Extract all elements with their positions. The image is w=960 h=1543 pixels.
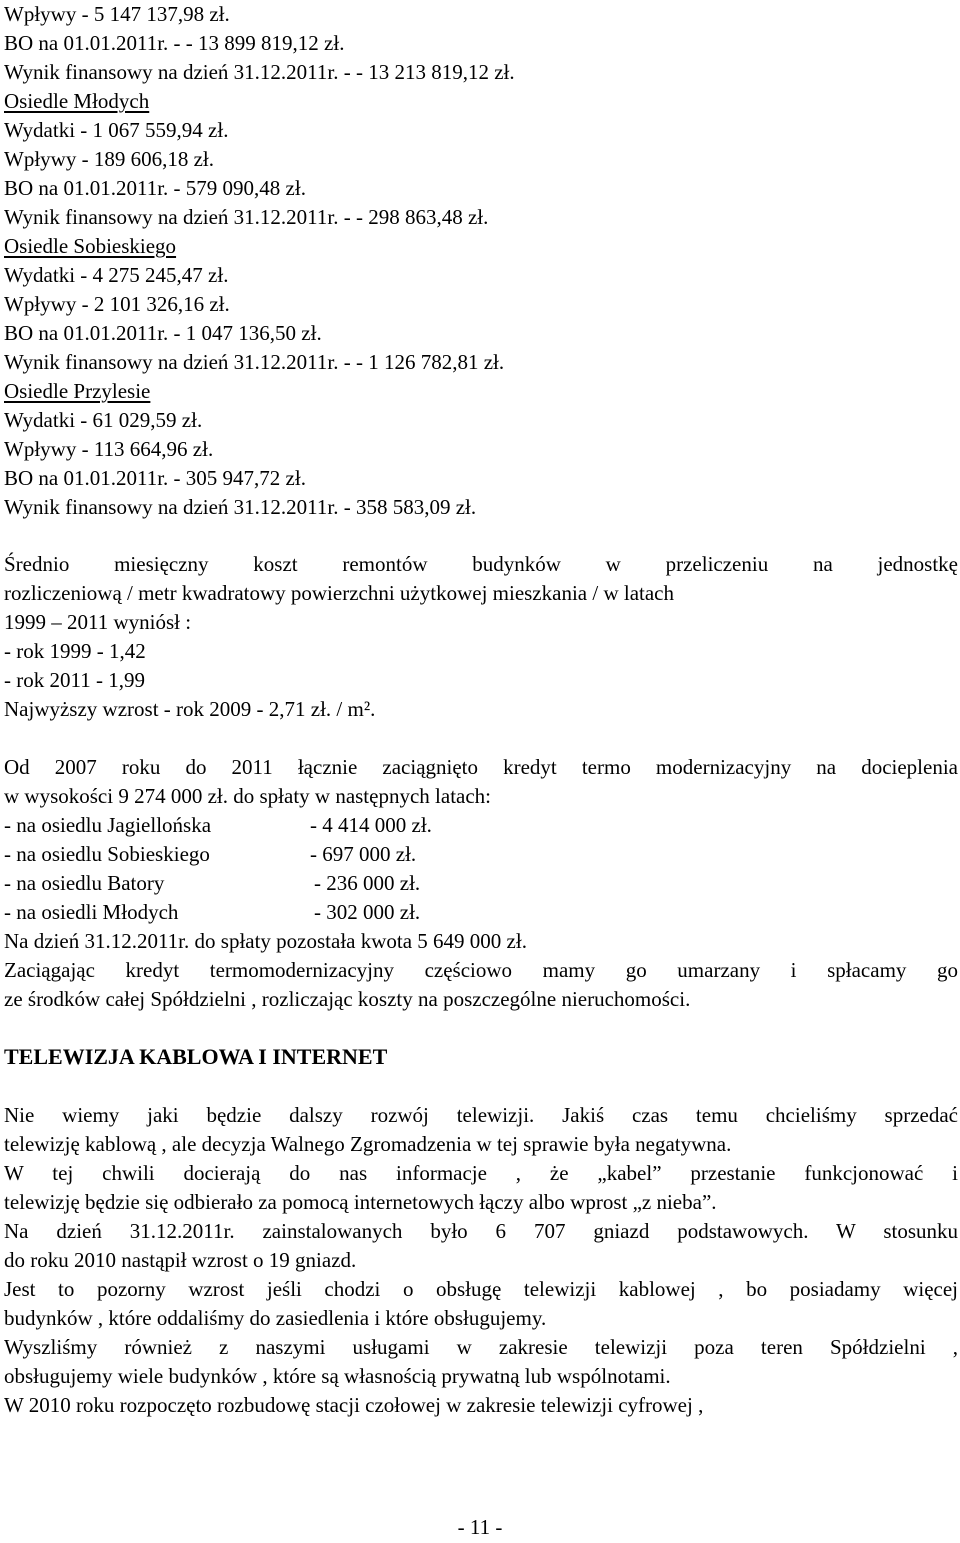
- telewizja-line: budynków , które oddaliśmy do zasiedlenia i które obsługujemy.: [4, 1306, 547, 1330]
- koszt-rok-1999: - rok 1999 - 1,42: [4, 639, 146, 663]
- kredyt-item-amount: - 4 414 000 zł.: [310, 813, 432, 837]
- telewizja-line: Wyszliśmy również z naszymi usługami w zakresie telewizji poza teren Spółdzielni ,: [4, 1335, 958, 1359]
- kredyt-item-amount: - 697 000 zł.: [310, 842, 417, 866]
- kredyt-item-amount: - 236 000 zł.: [314, 871, 421, 895]
- mlodych-wynik: Wynik finansowy na dzień 31.12.2011r. - - 298 863,48 zł.: [4, 205, 489, 229]
- koszt-najwyzszy-wzrost: Najwyższy wzrost - rok 2009 - 2,71 zł. / m².: [4, 697, 376, 721]
- przylesie-wynik: Wynik finansowy na dzień 31.12.2011r. - 358 583,09 zł.: [4, 495, 477, 519]
- mlodych-wydatki: Wydatki - 1 067 559,94 zł.: [4, 118, 229, 142]
- telewizja-line: Na dzień 31.12.2011r. zainstalowanych było 6 707 gniazd podstawowych. W stosunku: [4, 1219, 958, 1243]
- osiedle-sobieskiego-heading: Osiedle Sobieskiego: [4, 234, 177, 258]
- koszt-paragraph-line-3: 1999 – 2011 wyniósł :: [4, 610, 192, 634]
- kredyt-item: [4, 840, 960, 869]
- koszt-paragraph-line-2: rozliczeniową / metr kwadratowy powierzchni użytkowej mieszkania / w latach: [4, 581, 674, 605]
- kredyt-item: [4, 811, 960, 840]
- przylesie-wydatki: Wydatki - 61 029,59 zł.: [4, 408, 203, 432]
- telewizja-line: obsługujemy wiele budynków , które są własnością prywatną lub wspólnotami.: [4, 1364, 671, 1388]
- kredyt-umarzanie-line-1: Zaciągając kredyt termomodernizacyjny częściowo mamy go umarzany i spłacamy go: [4, 958, 958, 982]
- osiedle-przylesie-heading: Osiedle Przylesie: [4, 379, 151, 403]
- kredyt-item-label: - na osiedlu Sobieskiego: [4, 842, 210, 866]
- telewizja-line: do roku 2010 nastąpił wzrost o 19 gniazd.: [4, 1248, 357, 1272]
- sobieskiego-wplywy: Wpływy - 2 101 326,16 zł.: [4, 292, 230, 316]
- sobieskiego-wydatki: Wydatki - 4 275 245,47 zł.: [4, 263, 229, 287]
- przylesie-bo: BO na 01.01.2011r. - 305 947,72 zł.: [4, 466, 306, 490]
- telewizja-heading: TELEWIZJA KABLOWA I INTERNET: [4, 1044, 388, 1069]
- sobieskiego-wynik: Wynik finansowy na dzień 31.12.2011r. - - 1 126 782,81 zł.: [4, 350, 505, 374]
- kredyt-paragraph-line-2: w wysokości 9 274 000 zł. do spłaty w następnych latach:: [4, 784, 491, 808]
- wynik-total-line: Wynik finansowy na dzień 31.12.2011r. - - 13 213 819,12 zł.: [4, 60, 515, 84]
- mlodych-wplywy: Wpływy - 189 606,18 zł.: [4, 147, 214, 171]
- osiedle-mlodych-heading: Osiedle Młodych: [4, 89, 150, 113]
- wplywy-total-line: Wpływy - 5 147 137,98 zł.: [4, 2, 230, 26]
- kredyt-item-label: - na osiedlu Jagiellońska: [4, 813, 212, 837]
- kredyt-pozostalo: Na dzień 31.12.2011r. do spłaty pozostała kwota 5 649 000 zł.: [4, 929, 527, 953]
- sobieskiego-bo: BO na 01.01.2011r. - 1 047 136,50 zł.: [4, 321, 322, 345]
- telewizja-line: telewizję będzie się odbierało za pomocą internetowych łączy albo wprost „z nieba”.: [4, 1190, 717, 1214]
- koszt-paragraph-line-1: Średnio miesięczny koszt remontów budynków w przeliczeniu na jednostkę: [4, 552, 958, 576]
- mlodych-bo: BO na 01.01.2011r. - 579 090,48 zł.: [4, 176, 306, 200]
- kredyt-item-label: - na osiedli Młodych: [4, 900, 179, 924]
- telewizja-line: Nie wiemy jaki będzie dalszy rozwój telewizji. Jakiś czas temu chcieliśmy sprzedać: [4, 1103, 958, 1127]
- page-number: - 11 -: [457, 1515, 503, 1539]
- kredyt-item: [4, 869, 960, 898]
- telewizja-line: Jest to pozorny wzrost jeśli chodzi o obsługę telewizji kablowej , bo posiadamy więcej: [4, 1277, 958, 1301]
- kredyt-item: [4, 898, 960, 927]
- kredyt-item-label: - na osiedlu Batory: [4, 871, 165, 895]
- kredyt-item-amount: - 302 000 zł.: [314, 900, 421, 924]
- kredyt-umarzanie-line-2: ze środków całej Spółdzielni , rozliczając koszty na poszczególne nieruchomości.: [4, 987, 691, 1011]
- telewizja-line: telewizję kablową , ale decyzja Walnego Zgromadzenia w tej sprawie była negatywna.: [4, 1132, 732, 1156]
- kredyt-paragraph-line-1: Od 2007 roku do 2011 łącznie zaciągnięto kredyt termo modernizacyjny na docieplenia: [4, 755, 958, 779]
- przylesie-wplywy: Wpływy - 113 664,96 zł.: [4, 437, 214, 461]
- bo-total-line: BO na 01.01.2011r. - - 13 899 819,12 zł.: [4, 31, 345, 55]
- koszt-rok-2011: - rok 2011 - 1,99: [4, 668, 145, 692]
- telewizja-line: W tej chwili docierają do nas informacje , że „kabel” przestanie funkcjonować i: [4, 1161, 958, 1185]
- telewizja-line: W 2010 roku rozpoczęto rozbudowę stacji czołowej w zakresie telewizji cyfrowej ,: [4, 1393, 704, 1417]
